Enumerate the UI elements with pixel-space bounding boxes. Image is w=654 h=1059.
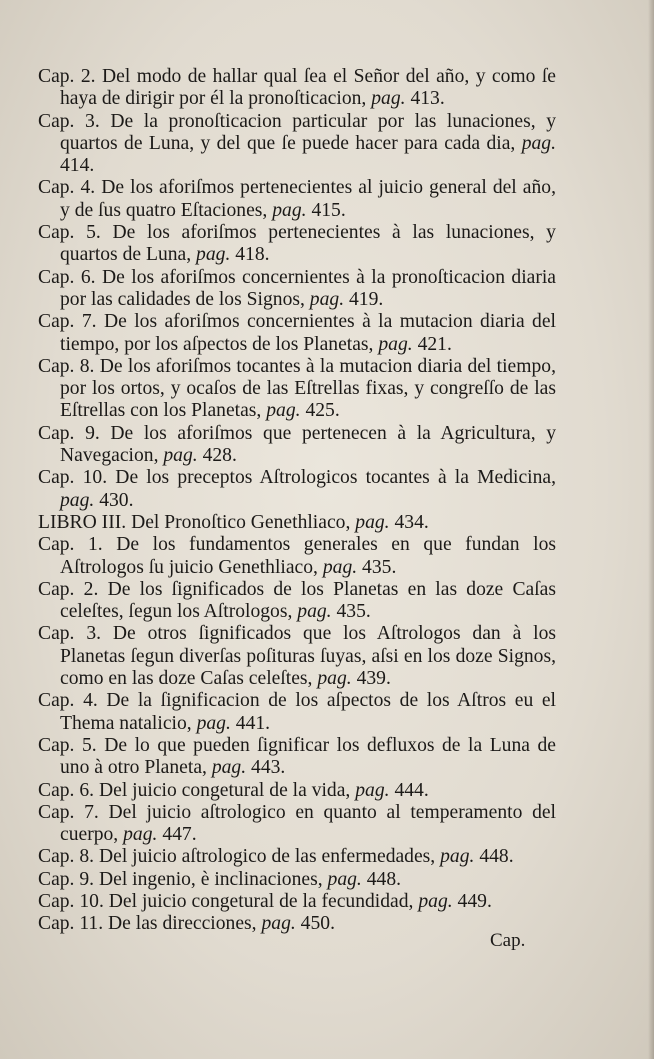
- entry-text: Del juicio congetural de la vida,: [98, 779, 351, 801]
- entry-page-number: 450.: [300, 913, 335, 935]
- entry-page-label: pag.: [297, 601, 332, 623]
- entry-text: De los aforiſmos pertenecientes al juicio general del año, y de ſus quatro Eſtaciones,: [60, 177, 556, 221]
- toc-entry: [38, 891, 556, 913]
- entry-label: Cap. 2.: [38, 66, 96, 87]
- entry-text: Del modo de hallar qual ſea el Señor del año, y como ſe haya de dirigir por él la pronoſticacion,: [60, 66, 556, 110]
- entry-text: Del juicio aſtrologico en quanto al temperamento del cuerpo,: [60, 801, 557, 846]
- entry-page-label: pag.: [60, 489, 95, 511]
- entry-page-label: pag.: [521, 132, 556, 154]
- entry-page-label: pag.: [163, 445, 198, 467]
- entry-label: Cap. 3.: [38, 110, 100, 132]
- table-of-contents: [38, 66, 556, 936]
- entry-page-label: pag.: [322, 556, 358, 578]
- entry-page-label: pag.: [418, 890, 453, 912]
- entry-label: Cap. 4.: [38, 177, 96, 199]
- entry-page-label: pag.: [371, 88, 406, 110]
- entry-text: De los preceptos Aſtrologicos tocantes à la Medicina,: [115, 467, 556, 489]
- toc-entry: [38, 534, 556, 579]
- entry-page-number: 425.: [305, 400, 340, 422]
- toc-entry: [38, 869, 556, 891]
- toc-entry: [38, 356, 556, 423]
- entry-page-label: pag.: [211, 757, 247, 779]
- toc-entry: [38, 623, 556, 690]
- entry-page-label: pag.: [378, 333, 413, 355]
- entry-text: Del Pronoſtico Genethliaco,: [131, 511, 351, 533]
- entry-label: Cap. 2.: [38, 578, 99, 600]
- entry-text: Del ingenio, è inclinaciones,: [98, 868, 323, 890]
- entry-page-number: 421.: [417, 333, 452, 355]
- toc-entry: [38, 267, 556, 312]
- entry-label: Cap. 5.: [38, 222, 101, 244]
- entry-label: Cap. 7.: [38, 311, 97, 333]
- entry-text: De las direcciones,: [108, 913, 257, 935]
- toc-entry: [38, 423, 556, 468]
- entry-page-number: 447.: [162, 824, 197, 846]
- entry-page-number: 444.: [394, 779, 429, 801]
- toc-entry: [38, 111, 556, 178]
- toc-entry: [38, 177, 556, 222]
- toc-entry: [38, 512, 556, 534]
- entry-page-number: 419.: [349, 288, 384, 310]
- entry-page-number: 449.: [457, 890, 492, 912]
- entry-page-label: pag.: [327, 868, 362, 890]
- entry-text: De otros ſignificados que los Aſtrologos dan à los Planetas ſegun diverſas poſituras ſuyas, aſsi en los doze Signos, como en las doze Caſas celeſtes,: [60, 623, 556, 690]
- entry-page-number: 415.: [311, 199, 346, 221]
- entry-text: De los aforiſmos concernientes à la pronoſticacion diaria por las calidades de los Signos,: [60, 266, 556, 310]
- entry-label: Cap. 8.: [38, 355, 95, 377]
- entry-text: Del juicio congetural de la fecundidad,: [108, 890, 414, 912]
- entry-page-label: pag.: [355, 779, 390, 801]
- entry-text: De los aforiſmos concernientes à la mutacion diaria del tiempo, por los aſpectos de los Planetas,: [60, 311, 556, 355]
- catchword: Cap.: [490, 930, 526, 951]
- entry-page-number: 443.: [251, 757, 286, 779]
- toc-entry: [38, 579, 556, 624]
- entry-label: Cap. 6.: [38, 266, 96, 288]
- toc-entry: [38, 311, 556, 356]
- entry-label: Cap. 10.: [38, 890, 104, 912]
- entry-page-number: 435.: [362, 556, 397, 578]
- entry-label: Cap. 3.: [38, 623, 102, 645]
- entry-text: De los fundamentos generales en que fundan los Aſtrologos ſu juicio Genethliaco,: [60, 534, 556, 578]
- entry-page-number: 418.: [235, 244, 270, 266]
- entry-page-label: pag.: [196, 244, 231, 266]
- entry-label: Cap. 8.: [38, 846, 95, 868]
- toc-entry: [38, 467, 556, 512]
- entry-text: De los aforiſmos que pertenecen à la Agricultura, y Navegacion,: [60, 422, 556, 467]
- entry-page-label: pag.: [123, 824, 158, 846]
- entry-page-number: 441.: [235, 712, 271, 734]
- entry-label: Cap. 4.: [38, 690, 98, 712]
- entry-text: De los aforiſmos tocantes à la mutacion diaria del tiempo, por los ortos, y ocaſos de las Eſtrellas fixas, y congreſſo de las Eſtrellas con los Planetas,: [60, 355, 556, 422]
- page-edge-shadow: [648, 0, 654, 1059]
- entry-text: De lo que pueden ſignificar los defluxos de la Luna de uno à otro Planeta,: [60, 734, 556, 779]
- toc-entry: [38, 222, 556, 267]
- entry-page-number: 428.: [202, 445, 237, 467]
- entry-label: LIBRO III.: [38, 511, 127, 533]
- entry-page-number: 414.: [60, 155, 95, 177]
- entry-page-label: pag.: [266, 400, 301, 422]
- entry-page-label: pag.: [440, 846, 475, 868]
- entry-page-number: 430.: [99, 489, 134, 511]
- entry-text: De la pronoſticacion particular por las lunaciones, y quartos de Luna, y del que ſe puede hacer para cada dia,: [60, 110, 557, 154]
- entry-page-number: 434.: [394, 511, 429, 533]
- entry-label: Cap. 9.: [38, 868, 95, 890]
- toc-entry: [38, 802, 556, 847]
- entry-label: Cap. 9.: [38, 422, 100, 444]
- entry-text: De los aforiſmos pertenecientes à las lunaciones, y quartos de Luna,: [60, 222, 556, 266]
- entry-page-number: 435.: [336, 601, 371, 623]
- entry-label: Cap. 7.: [38, 801, 99, 823]
- entry-label: Cap. 1.: [38, 534, 103, 556]
- entry-page-number: 439.: [356, 668, 391, 690]
- toc-entry: [38, 913, 556, 935]
- entry-label: Cap. 6.: [38, 779, 95, 801]
- entry-label: Cap. 10.: [38, 467, 108, 489]
- entry-page-number: 448.: [366, 868, 402, 890]
- entry-label: Cap. 11.: [38, 913, 104, 935]
- entry-text: De los ſignificados de los Planetas en las doze Caſas celeſtes, ſegun los Aſtrologos,: [60, 578, 556, 623]
- toc-entry: [38, 846, 556, 868]
- entry-page-label: pag.: [196, 712, 231, 734]
- toc-entry: [38, 780, 556, 802]
- toc-entry: [38, 735, 556, 780]
- toc-entry: [38, 66, 556, 111]
- entry-page-number: 448.: [479, 846, 514, 868]
- entry-text: De la ſignificacion de los aſpectos de los Aſtros eu el Thema natalicio,: [60, 690, 556, 734]
- entry-label: Cap. 5.: [38, 734, 97, 756]
- entry-page-label: pag.: [261, 913, 296, 935]
- entry-page-label: pag.: [272, 199, 307, 221]
- entry-page-label: pag.: [355, 511, 390, 533]
- entry-page-number: 413.: [410, 88, 445, 110]
- entry-text: Del juicio aſtrologico de las enfermedades,: [98, 846, 436, 868]
- entry-page-label: pag.: [309, 288, 345, 310]
- toc-entry: [38, 690, 556, 735]
- entry-page-label: pag.: [317, 668, 352, 690]
